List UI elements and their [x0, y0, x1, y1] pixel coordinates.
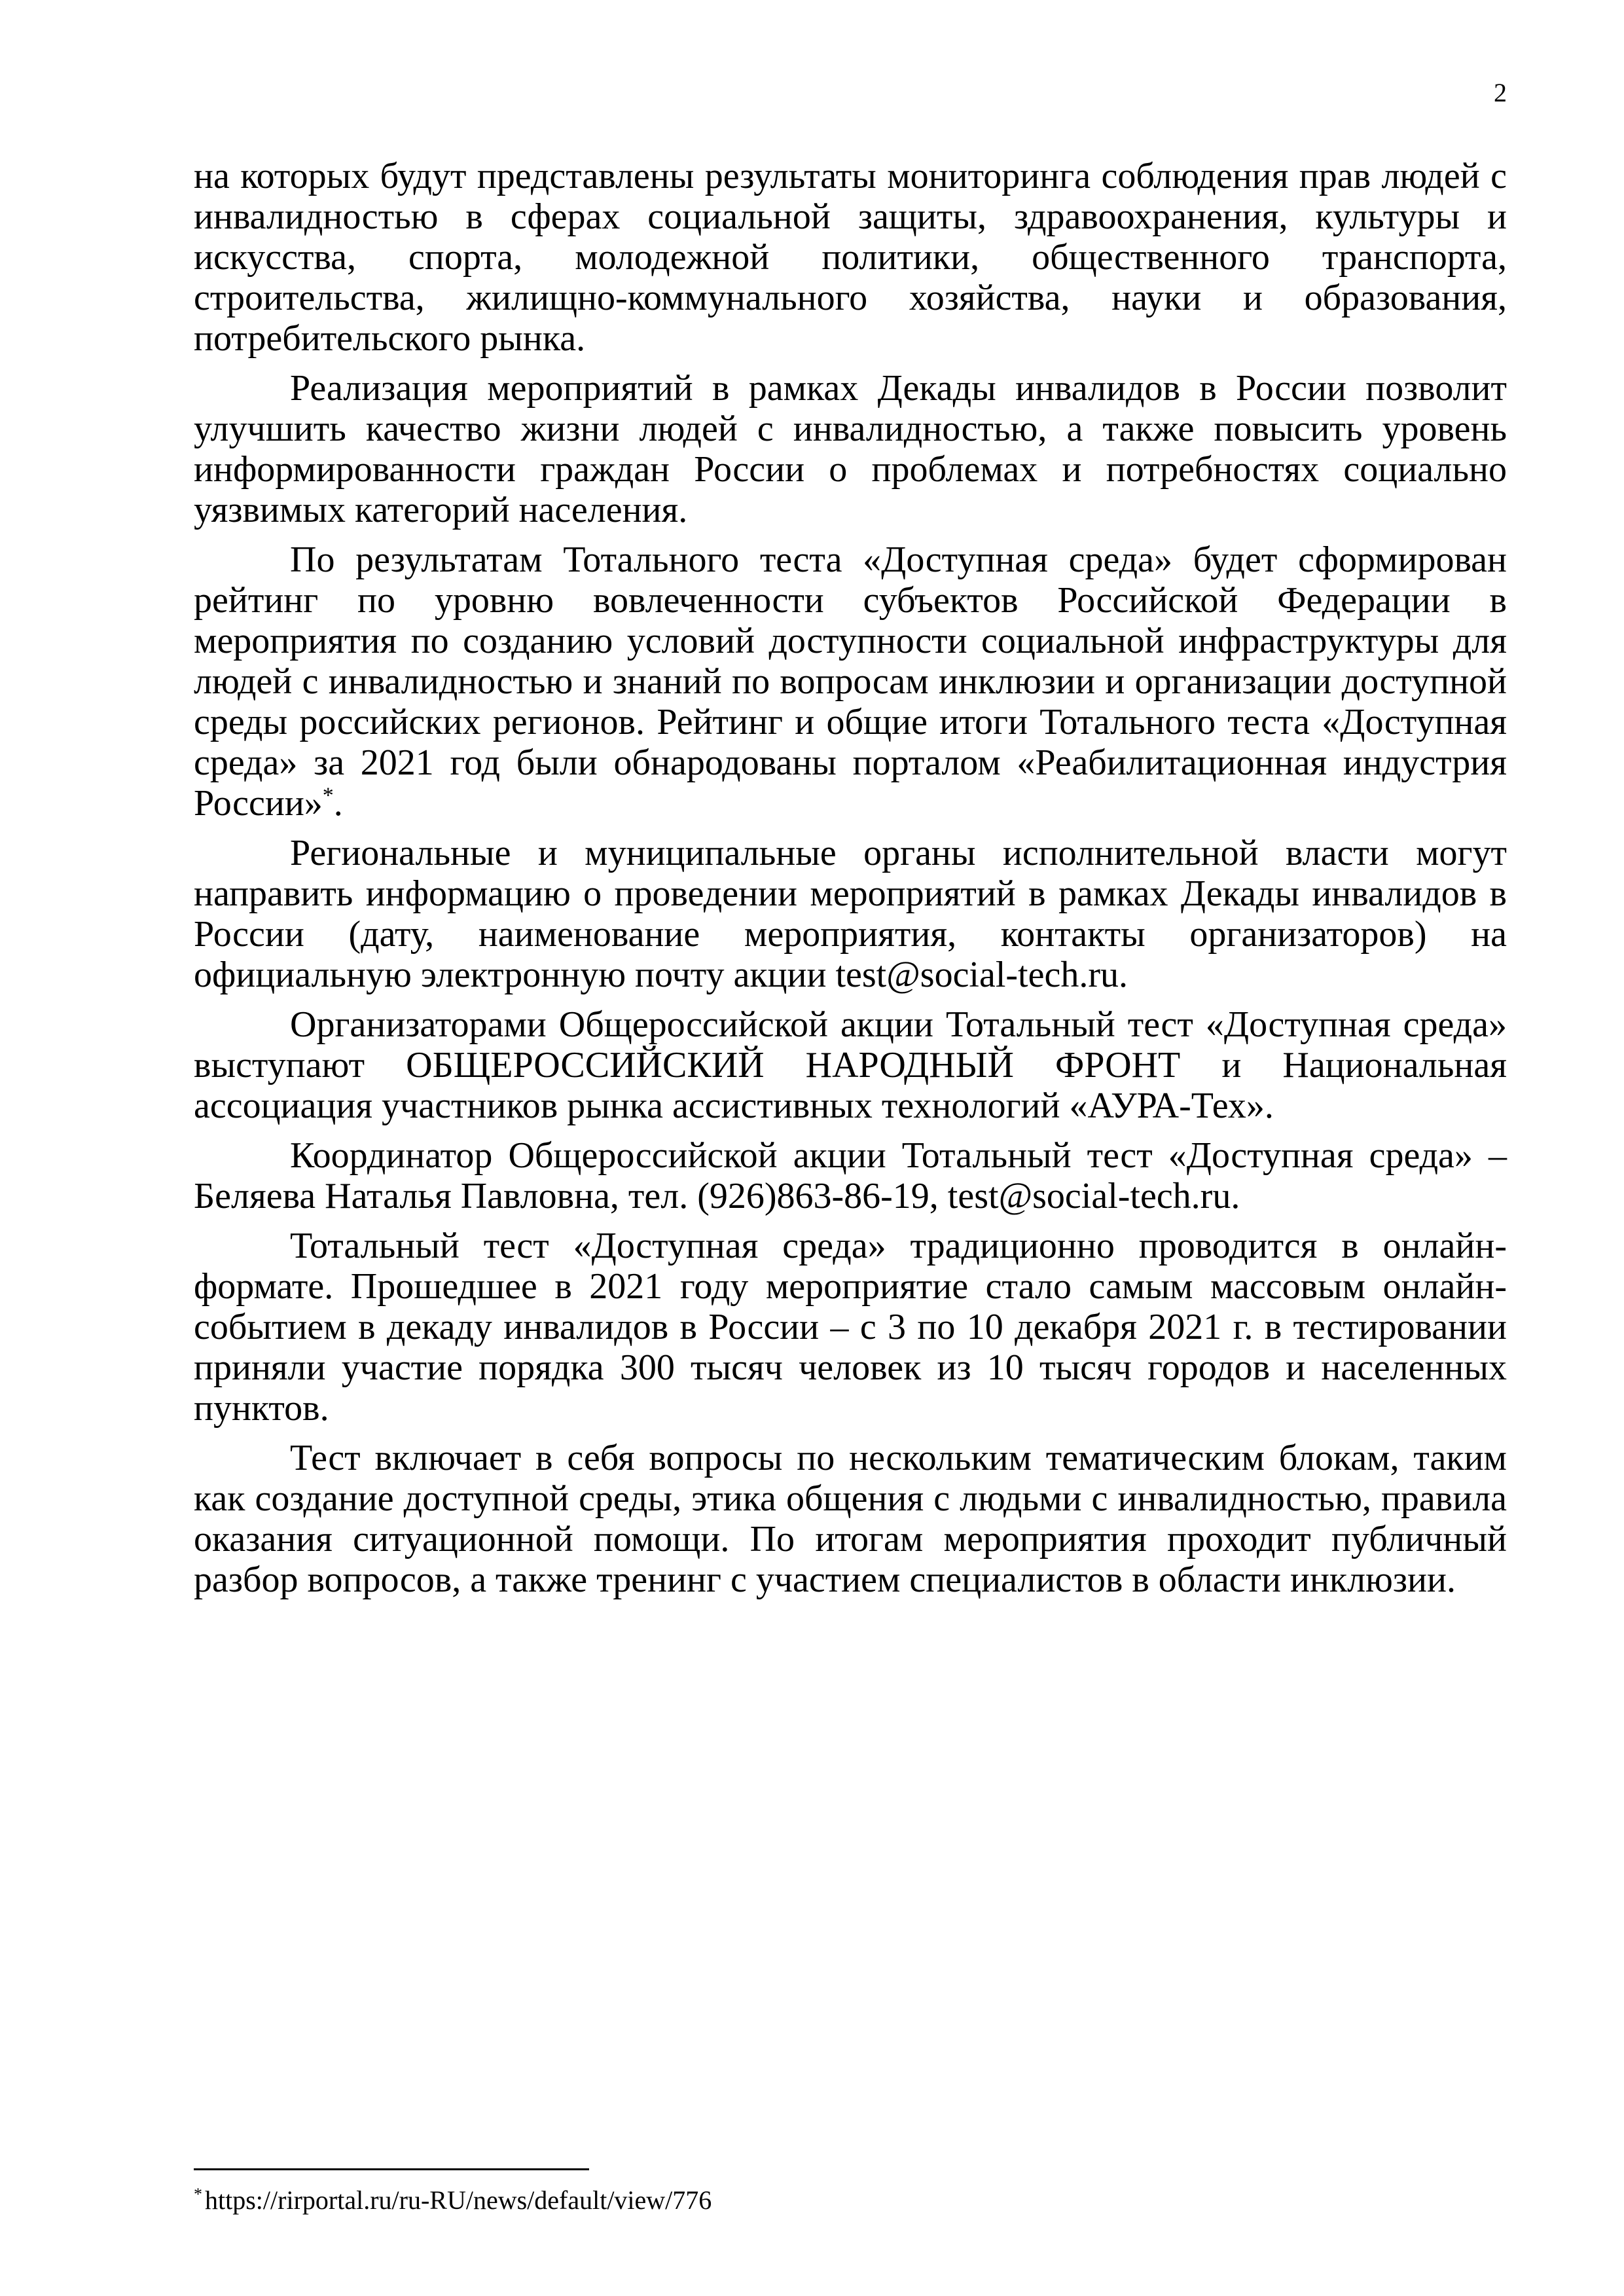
paragraph-rating-tail: .	[333, 783, 343, 824]
footnote-mark: *	[194, 2184, 202, 2204]
page-number: 2	[1494, 78, 1507, 107]
paragraph-rating	[194, 539, 1507, 824]
footnote-separator	[194, 2168, 589, 2170]
paragraph-coordinator: Координатор Общероссийской акции Тотальный тест «Доступная среда» – Беляева Наталья Павловна, тел. (926)863-86-19, test@social-tech.ru.	[194, 1135, 1507, 1216]
paragraph-online-format: Тотальный тест «Доступная среда» традиционно проводится в онлайн-формате. Прошедшее в 2021 году мероприятие стало самым массовым онлайн-событием в декаду инвалидов в России – с 3 по 10 декабря 2021 г. в тестировании приняли участие порядка 300 тысяч человек из 10 тысяч городов и населенных пунктов.	[194, 1226, 1507, 1429]
document-body	[194, 156, 1507, 1609]
footnote	[194, 2183, 1507, 2217]
page-spacer	[194, 1609, 1507, 2168]
footnote-area	[194, 2168, 1507, 2217]
paragraph-test-content: Тест включает в себя вопросы по нескольким тематическим блокам, таким как создание доступной среды, этика общения с людьми с инвалидностью, правила оказания ситуационной помощи. По итогам мероприятия проходит публичный разбор вопросов, а также тренинг с участием специалистов в области инклюзии.	[194, 1438, 1507, 1600]
paragraph-decade-goals: Реализация мероприятий в рамках Декады инвалидов в России позволит улучшить качество жизни людей с инвалидностью, а также повысить уровень информированности граждан России о проблемах и потребностях социально уязвимых категорий населения.	[194, 368, 1507, 530]
footnote-reference[interactable]: *	[322, 783, 334, 808]
footnote-link[interactable]: https://rirportal.ru/ru-RU/news/default/view/776	[205, 2185, 712, 2215]
paragraph-rating-text: По результатам Тотального теста «Доступная среда» будет сформирован рейтинг по уровню вовлеченности субъектов Российской Федерации в мероприятия по созданию условий доступности социальной инфраструктуры для людей с инвалидностью и знаний по вопросам инклюзии и организации доступной среды российских регионов. Рейтинг и общие итоги Тотального теста «Доступная среда» за 2021 год были обнародованы порталом «Реабилитационная индустрия России»	[194, 539, 1507, 824]
paragraph-regional-info: Региональные и муниципальные органы исполнительной власти могут направить информацию о проведении мероприятий в рамках Декады инвалидов в России (дату, наименование мероприятия, контакты организаторов) на официальную электронную почту акции test@social-tech.ru.	[194, 833, 1507, 995]
paragraph-organizers: Организаторами Общероссийской акции Тотальный тест «Доступная среда» выступают ОБЩЕРОССИЙСКИЙ НАРОДНЫЙ ФРОНТ и Национальная ассоциация участников рынка ассистивных технологий «АУРА-Тех».	[194, 1004, 1507, 1126]
paragraph-monitoring-spheres: на которых будут представлены результаты мониторинга соблюдения прав людей с инвалидностью в сферах социальной защиты, здравоохранения, культуры и искусства, спорта, молодежной политики, общественного транспорта, строительства, жилищно-коммунального хозяйства, науки и образования, потребительского рынка.	[194, 156, 1507, 359]
